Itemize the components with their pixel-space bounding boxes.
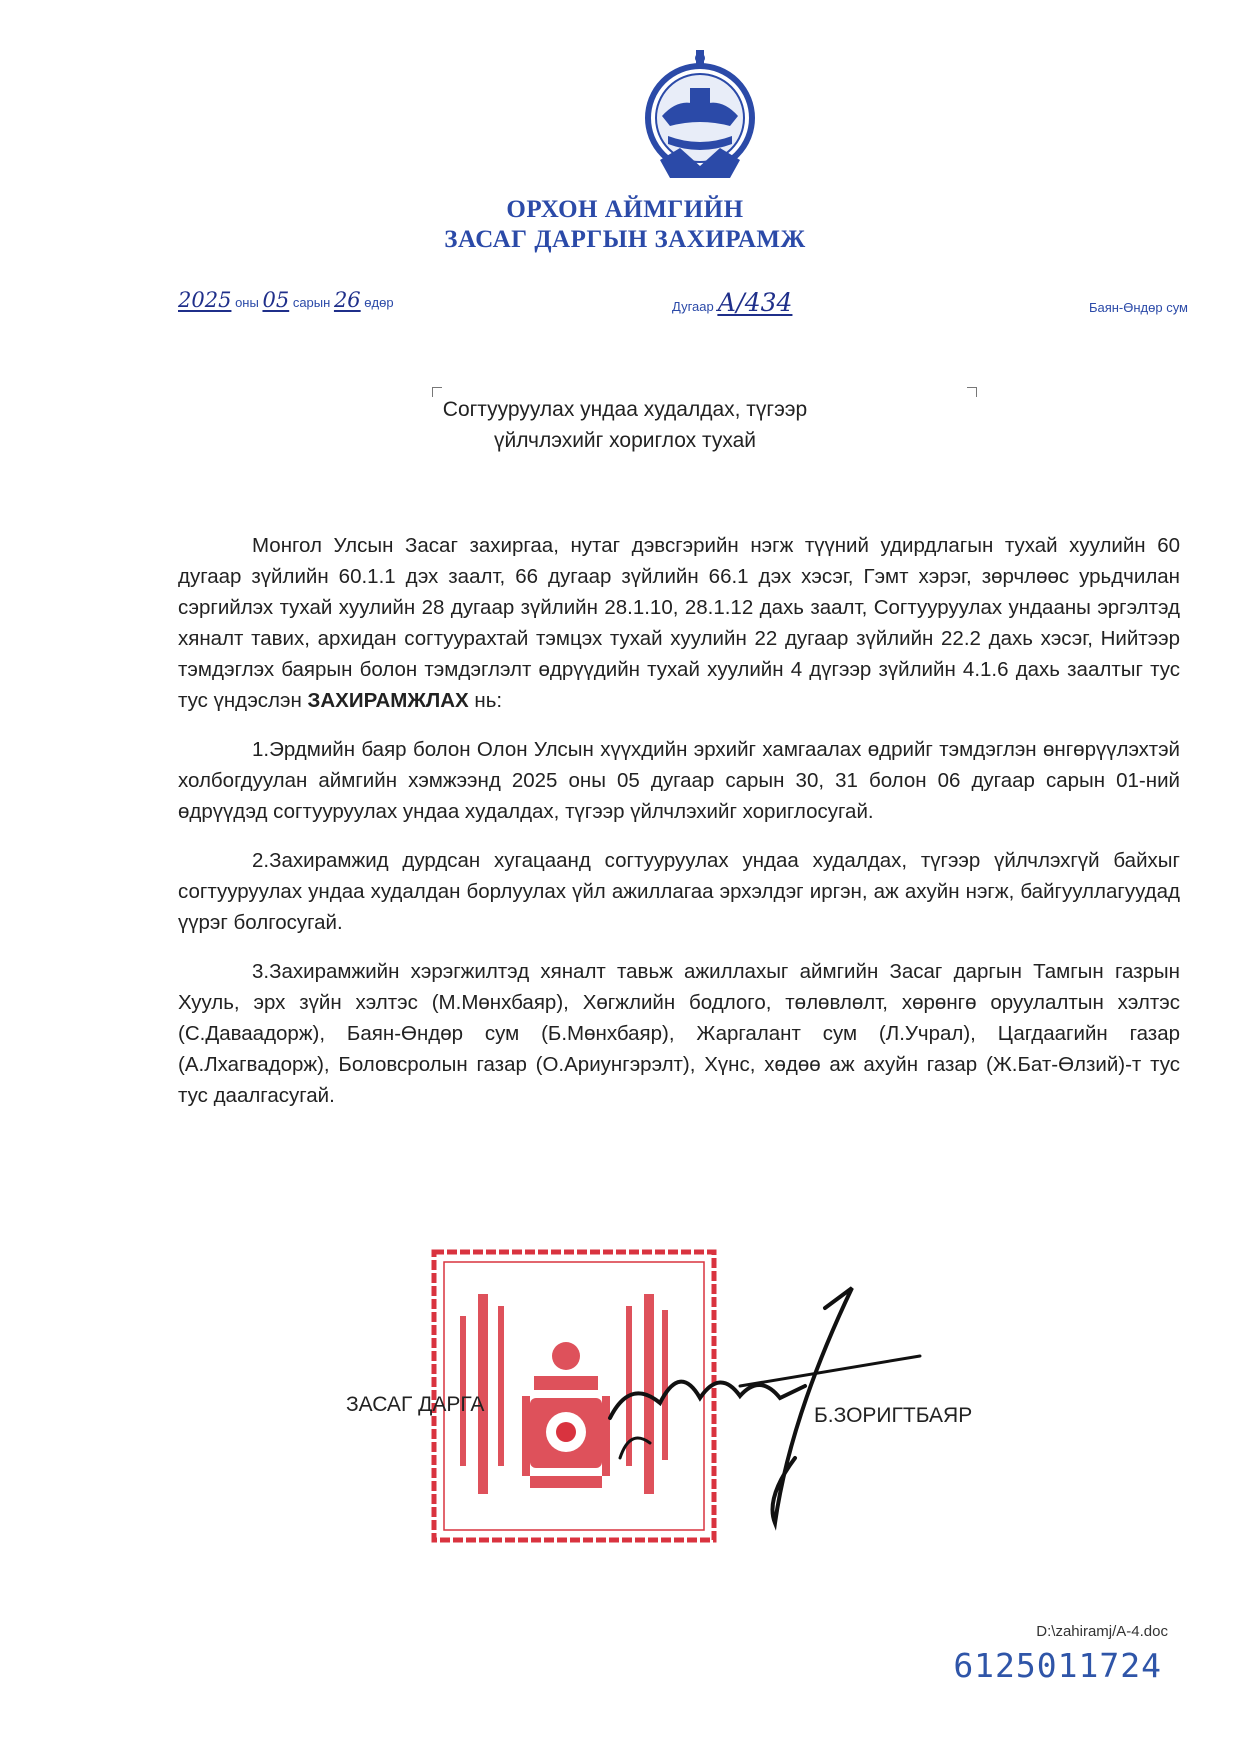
number-label: Дугаар — [672, 299, 714, 314]
decree-place: Баян-Өндөр сум — [1088, 300, 1188, 315]
signatory-position: ЗАСАГ ДАРГА — [346, 1393, 485, 1416]
decree-date — [178, 288, 394, 312]
handwritten-signature-icon — [590, 1268, 950, 1538]
date-month-suffix: сарын — [292, 295, 331, 310]
date-month: 05 — [262, 288, 290, 312]
clause-1: 1.Эрдмийн баяр болон Олон Улсын хүүхдийн эрхийг хамгаалах өдрийг тэмдэглэн өнгөрүүлэхтэй холбогдуулан аймгийн хэмжээнд 2025 оны 05 дугаар сарын 30, 31 болон 06 дугаар сарын 01-ний өдрүүдэд согтууруулах ундаа худалдах, түгээр үйлчлэхийг хориглосугай. — [178, 738, 1180, 823]
clause-3: 3.Захирамжийн хэрэгжилтэд хяналт тавьж ажиллахыг аймгийн Засаг даргын Тамгын газрын Хууль, эрх зүйн хэлтэс (М.Мөнхбаяр), Хөгжлийн бодлого, төлөвлөлт, хөрөнгө оруулалтын хэлтэс (С.Даваадорж), Баян-Өндөр сум (Б.Мөнхбаяр), Жаргалант сум (Л.Учрал), Цагдаагийн газар (А.Лхагвадорж), Боловсролын газар (О.Ариунгэрэлт), Хүнс, хөдөө аж ахуйн газар (Ж.Бат-Өлзий)-т тус тус даалгасугай. — [178, 960, 1180, 1107]
org-title-line2: ЗАСАГ ДАРГЫН ЗАХИРАМЖ — [444, 226, 806, 253]
decree-keyword: ЗАХИРАМЖЛАХ — [307, 689, 469, 712]
decree-body — [178, 530, 1180, 1129]
document-code: 6125011724 — [953, 1646, 1162, 1685]
subject-line1: Согтууруулах ундаа худалдах, түгээр — [442, 398, 808, 421]
decree-number — [672, 288, 792, 317]
preamble-paragraph: Монгол Улсын Засаг захиргаа, нутаг дэвсгэрийн нэгж түүний удирдлагын тухай хуулийн 60 дугаар зүйлийн 60.1.1 дэх заалт, 66 дугаар зүйлийн 66.1 дэх хэсэг, Гэмт хэрэг, зөрчлөөс урьдчилан сэргийлэх тухай хуулийн 28 дугаар зүйлийн 28.1.10, 28.1.12 дахь заалт, Согтууруулах ундааны эргэлтэд хяналт тавих, архидан согтуурахтай тэмцэх тухай хуулийн 22 дугаар зүйлийн 22.2 дахь хэсэг, Нийтээр тэмдэглэх баярын болон тэмдэглэлт өдрүүдийн тухай хуулийн 4 дүгээр зүйлийн 4.1.6 дахь заалтыг тус тус үндэслэн ЗАХИРАМЖЛАХ нь: — [178, 534, 1180, 712]
org-title-line1: ОРХОН АЙМГИЙН — [506, 196, 744, 223]
signatory-name: Б.ЗОРИГТБАЯР — [814, 1404, 973, 1427]
file-path: D:\zahiramj/A-4.doc — [1036, 1623, 1168, 1640]
clause-2: 2.Захирамжид дурдсан хугацаанд согтууруулах ундаа худалдах, түгээр үйлчлэхгүй байхыг согтууруулах ундаа худалдан борлуулах үйл ажиллагаа эрхэлдэг иргэн, аж ахуйн нэгж, байгууллагуудад үүрэг болгосугай. — [178, 849, 1180, 934]
date-year-suffix: оны — [235, 295, 259, 310]
subject-line2: үйлчлэхийг хориглох тухай — [494, 429, 756, 452]
date-year: 2025 — [178, 288, 232, 312]
date-day: 26 — [333, 288, 361, 312]
number-value: А/434 — [717, 288, 793, 317]
date-day-suffix: өдөр — [364, 295, 394, 310]
state-emblem-icon — [640, 48, 760, 186]
